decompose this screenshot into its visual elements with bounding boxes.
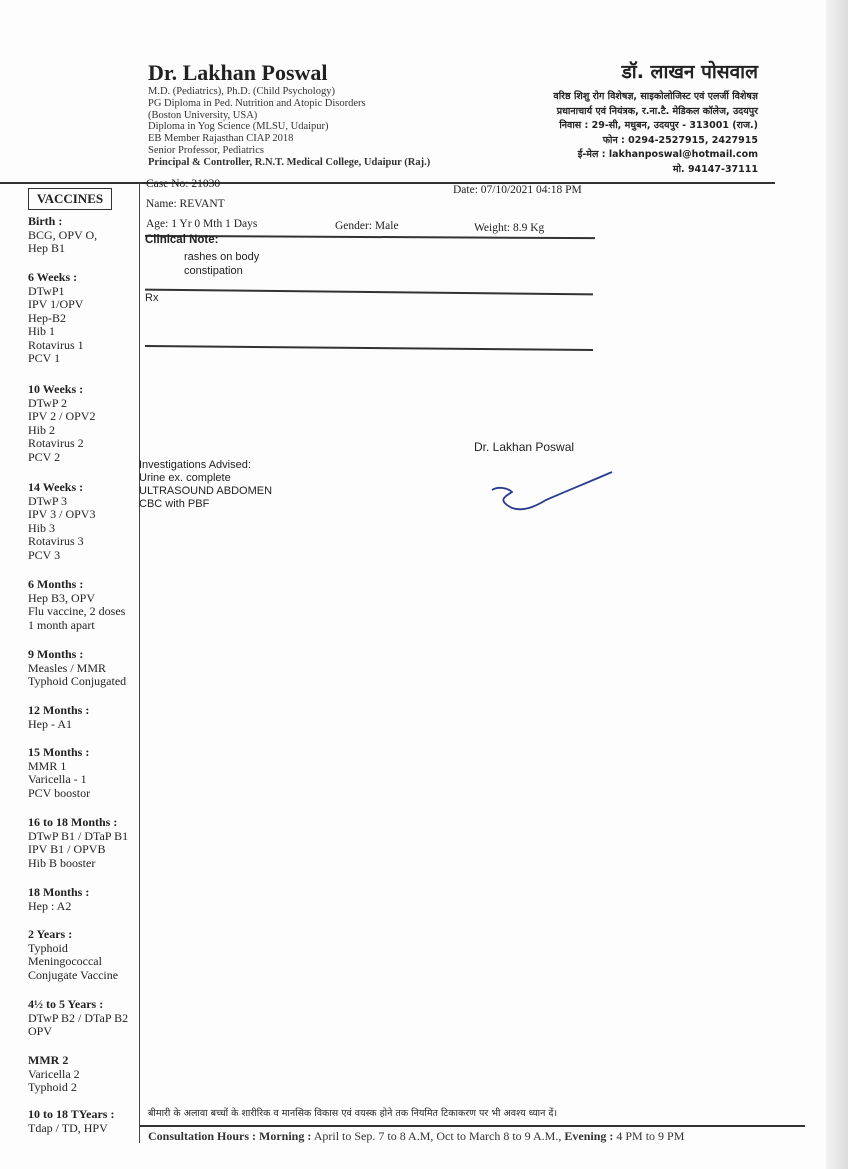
vaccine-group-heading: 4½ to 5 Years : [28, 997, 104, 1011]
vaccine-item: Typhoid [28, 940, 68, 955]
vaccine-group-heading: 9 Months : [28, 647, 84, 661]
investigation-item: Urine ex. complete [139, 472, 231, 484]
qualification-line: (Boston University, USA) [148, 109, 258, 121]
vaccine-item: Hib 3 [28, 520, 55, 535]
header-divider [0, 182, 775, 184]
signature-icon [484, 466, 619, 516]
doctor-name-en: Dr. Lakhan Poswal [148, 60, 328, 85]
clinical-note-item: constipation [184, 264, 243, 277]
patient-age: Age: 1 Yr 0 Mth 1 Days [146, 218, 258, 230]
vaccine-group [28, 1108, 146, 1135]
hindi-line: ई-मेल : lakhanposwal@hotmail.com [577, 149, 758, 160]
signature-name: Dr. Lakhan Poswal [474, 440, 575, 454]
qualification-line: Senior Professor, Pediatrics [148, 144, 264, 156]
visit-date: Date: 07/10/2021 04:18 PM [453, 184, 582, 196]
vaccine-group [28, 928, 146, 982]
clinical-note-item: rashes on body [184, 251, 260, 263]
hours-evening: 4 PM to 9 PM [613, 1129, 685, 1143]
vaccine-item: Rotavirus 3 [28, 534, 84, 548]
vaccine-group [28, 271, 146, 366]
vaccine-group-heading: 6 Months : [28, 577, 84, 591]
vaccine-item: Measles / MMR [28, 660, 106, 675]
hindi-header [553, 58, 758, 177]
qualification-line: M.D. (Pediatrics), Ph.D. (Child Psychology) [148, 86, 335, 97]
clinical-note-body [184, 251, 259, 278]
vaccine-item: Hib 2 [28, 422, 55, 437]
vaccine-item: IPV 3 / OPV3 [28, 507, 96, 521]
vaccine-group-heading: MMR 2 [28, 1053, 69, 1067]
vaccine-item: PCV boostor [28, 785, 91, 800]
vaccine-group-heading: 10 to 18 TYears : [28, 1107, 115, 1121]
vaccine-item: DTwP 3 [28, 493, 68, 508]
qualification-line: PG Diploma in Ped. Nutrition and Atopic Disorders [148, 97, 366, 109]
vaccine-group-heading: 15 Months : [28, 745, 90, 759]
clinical-note-title: Clinical Note: [145, 234, 219, 246]
vaccine-item: Conjugate Vaccine [28, 967, 119, 982]
vaccine-item: Rotavirus 2 [28, 436, 84, 450]
footer-divider [140, 1125, 805, 1127]
qualification-line: Diploma in Yog Science (MLSU, Udaipur) [148, 121, 329, 133]
vaccine-item: PCV 2 [28, 449, 61, 464]
vaccine-item: Tdap / TD, HPV [28, 1120, 108, 1135]
vaccine-item: DTwP B2 / DTaP B2 [28, 1010, 129, 1025]
vaccine-group [28, 704, 146, 731]
qualification-line: EB Member Rajasthan CIAP 2018 [148, 133, 294, 145]
patient-gender: Gender: Male [335, 220, 399, 232]
consultation-hours [148, 1129, 684, 1144]
vaccine-item: Hep - A1 [28, 716, 72, 731]
vaccine-group-heading: 16 to 18 Months : [28, 815, 118, 829]
investigations [139, 459, 272, 511]
hindi-line: फोन : 0294-2527915, 2427915 [602, 134, 758, 146]
qualifications [148, 86, 430, 169]
vaccine-item: Hib B booster [28, 855, 96, 870]
vaccine-item: Hep B3, OPV [28, 590, 96, 605]
investigations-title: Investigations Advised: [139, 459, 251, 471]
hindi-line: मो. 94147-37111 [672, 163, 758, 175]
vaccine-item: DTwP 2 [28, 395, 68, 410]
vaccine-group [28, 1054, 146, 1095]
vaccine-item: Hep : A2 [28, 898, 72, 913]
vaccine-item: Meningococcal [28, 954, 102, 968]
vaccine-item: Hib 1 [28, 324, 55, 338]
patient-name: Name: REVANT [146, 198, 225, 210]
position-line: Principal & Controller, R.N.T. Medical College, Udaipur (Raj.) [148, 156, 431, 168]
vaccine-group [28, 746, 146, 800]
vaccine-group [28, 215, 146, 256]
vaccine-item: DTwP B1 / DTaP B1 [28, 828, 129, 843]
vaccine-group [28, 578, 146, 632]
hindi-line: निवास : 29-सी, मधुबन, उदयपुर - 313001 (राज.) [559, 120, 758, 131]
footer-hindi-note: बीमारी के अलावा बच्चों के शारीरिक व मानसिक विकास एवं वयस्क होने तक नियमित टिकाकरण पर भी अवश्य ध्यान दें। [148, 1108, 558, 1119]
vaccine-item: Typhoid Conjugated [28, 674, 127, 688]
vaccine-group [28, 383, 146, 464]
vaccine-item: Varicella - 1 [28, 772, 87, 786]
vaccine-group-heading: 10 Weeks : [28, 382, 84, 396]
vaccine-item: PCV 3 [28, 547, 61, 562]
vaccine-item: Varicella 2 [28, 1066, 80, 1081]
hours-label: Consultation Hours : Morning : [148, 1129, 312, 1143]
vaccine-group [28, 648, 146, 689]
vaccine-item: PCV 1 [28, 351, 61, 365]
vaccine-group [28, 481, 146, 562]
case-number: Case No: 21030 [146, 178, 221, 190]
rx-label: Rx [145, 292, 159, 304]
vaccine-item: IPV 1/OPV [28, 297, 84, 311]
investigation-item: CBC with PBF [139, 498, 210, 510]
doctor-name-hi: डॉ. लाखन पोसवाल [621, 61, 758, 83]
vaccine-group [28, 998, 146, 1039]
vaccine-item: DTwP1 [28, 283, 65, 298]
paper-edge [826, 0, 848, 1169]
hours-evening-label: Evening : [564, 1129, 614, 1143]
vaccine-group-heading: 18 Months : [28, 885, 90, 899]
vaccines-title: VACCINES [28, 188, 112, 210]
vaccine-group [28, 816, 146, 870]
vaccine-item: OPV [28, 1024, 53, 1038]
hindi-line: वरिष्ठ शिशु रोग विशेषज्ञ, साइकोलोजिस्ट एवं एलर्जी विशेषज्ञ [553, 91, 758, 102]
vaccine-group-heading: 12 Months : [28, 703, 90, 717]
vaccine-item: IPV B1 / OPVB [28, 842, 106, 856]
hours-morning: April to Sep. 7 to 8 A.M, Oct to March 8 to 9 A.M., [311, 1129, 565, 1143]
investigation-item: ULTRASOUND ABDOMEN [139, 485, 273, 497]
vaccine-group-heading: 2 Years : [28, 927, 73, 941]
vaccine-group-heading: Birth : [28, 214, 63, 228]
vaccine-item: Rotavirus 1 [28, 337, 84, 352]
vaccine-item: Hep-B2 [28, 310, 66, 325]
hindi-line: प्रधानाचार्य एवं नियंत्रक, र.ना.टै. मेडिकल कॉलेज, उदयपुर [556, 105, 758, 117]
vaccine-item: Typhoid 2 [28, 1080, 77, 1094]
vaccine-group-heading: 6 Weeks : [28, 270, 78, 284]
rule-line [145, 289, 593, 295]
vaccine-item: IPV 2 / OPV2 [28, 409, 96, 423]
vaccine-item: 1 month apart [28, 617, 95, 632]
rule-line [145, 345, 593, 350]
vaccine-item: BCG, OPV O, [28, 227, 98, 242]
vaccine-item: Flu vaccine, 2 doses [28, 604, 126, 618]
patient-weight: Weight: 8.9 Kg [474, 222, 545, 234]
vaccine-group [28, 886, 146, 913]
vaccine-item: Hep B1 [28, 241, 65, 255]
vaccine-group-heading: 14 Weeks : [28, 480, 84, 494]
vaccine-item: MMR 1 [28, 758, 67, 773]
